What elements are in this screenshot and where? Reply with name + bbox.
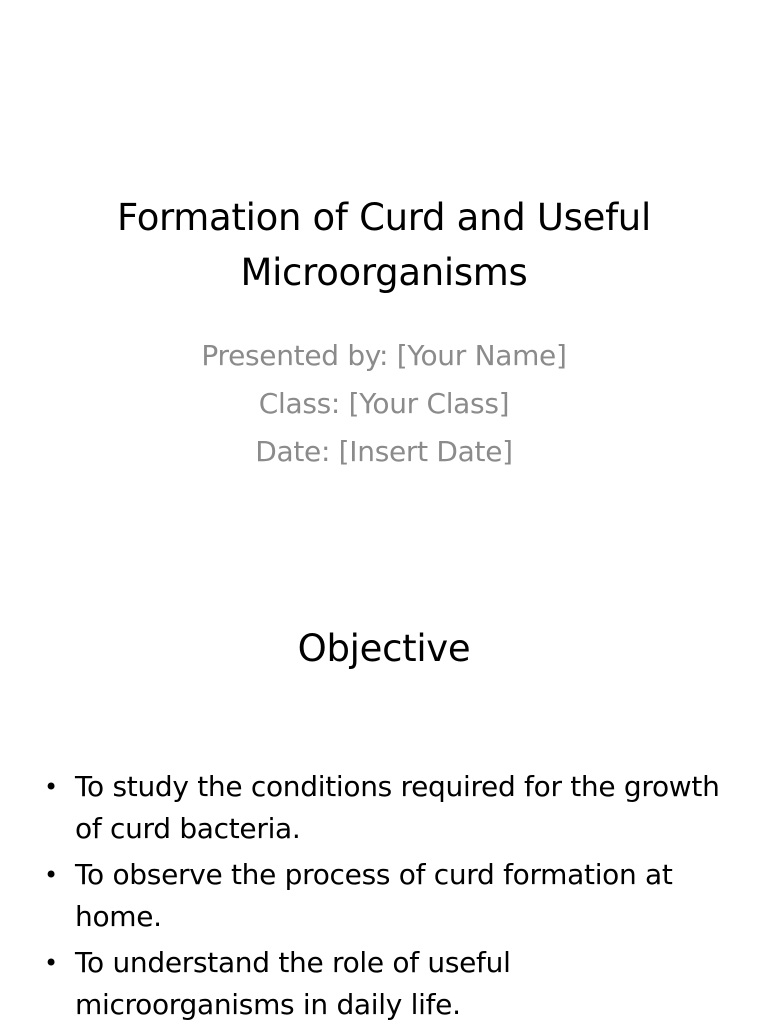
bullet-icon: • [44, 773, 58, 801]
date-line: Date: [Insert Date] [255, 435, 513, 468]
slide-title-line: Formation of Curd and Useful [117, 196, 651, 239]
objective-slide [0, 576, 768, 1024]
bullet-icon: • [44, 861, 58, 889]
list-item [44, 766, 724, 850]
slide-subtitle [60, 332, 708, 476]
objective-title: Objective [297, 627, 471, 670]
bullet-text: To observe the process of curd formation at home. [75, 858, 673, 933]
list-item [44, 942, 724, 1024]
presenter-line: Presented by: [Your Name] [201, 339, 567, 372]
class-line: Class: [Your Class] [258, 387, 510, 420]
list-item [44, 854, 724, 938]
bullet-text: To understand the role of useful microorganisms in daily life. [75, 946, 511, 1021]
slide-title-line: Microorganisms [240, 251, 528, 294]
slide-title [60, 190, 708, 300]
objective-list [44, 766, 724, 1024]
bullet-text: To study the conditions required for the growth of curd bacteria. [75, 770, 720, 845]
bullet-icon: • [44, 949, 58, 977]
